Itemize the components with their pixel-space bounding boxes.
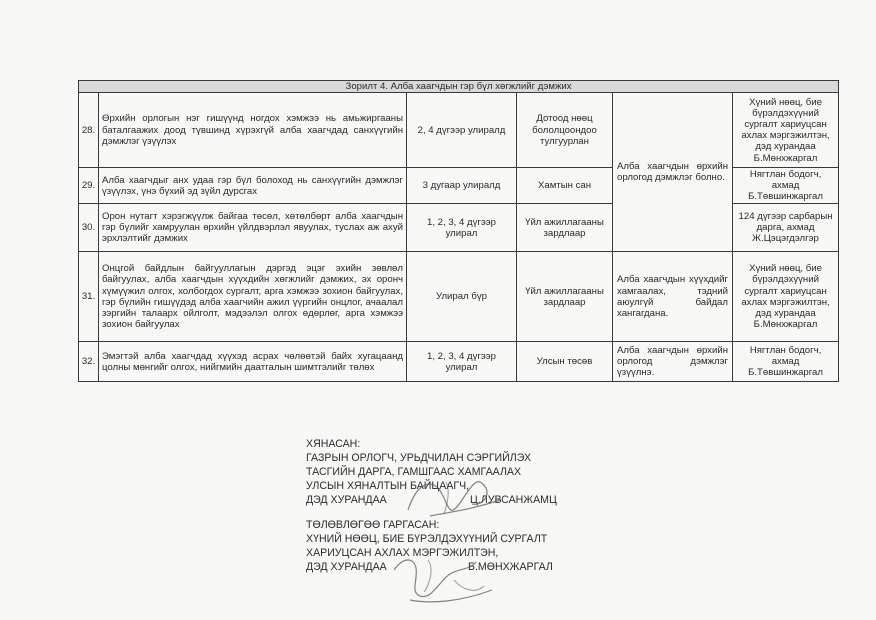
result-cell: Алба хаагчдын өрхийн орлогод дэмжлэг үзүүлнэ.: [613, 342, 733, 382]
activity-plan-table: [78, 80, 839, 382]
prepared-rank: ДЭД ХУРАНДАА: [306, 561, 387, 573]
funding-cell: Дотоод нөөц бололцоондоо тулгуурлан: [517, 93, 613, 168]
period-cell: 1, 2, 3, 4 дүгээр улирал: [407, 342, 517, 382]
section-title: Зорилт 4. Алба хаагчдын гэр бүл хөгжлийг дэмжих: [79, 81, 839, 93]
result-cell: Алба хаагчдын өрхийн орлогод дэмжлэг болно.: [613, 93, 733, 252]
row-number: 30.: [79, 204, 99, 252]
responsible-cell: Хүний нөөц, бие бүрэлдэхүүний сургалт хариуцсан ахлах мэргэжилтэн, дэд хурандаа Б.Мөнхжаргал: [733, 252, 839, 342]
funding-cell: Улсын төсөв: [517, 342, 613, 382]
section-header-row: [79, 81, 839, 93]
responsible-cell: Нягтлан бодогч, ахмад Б.Төвшинжаргал: [733, 168, 839, 204]
funding-cell: Хамтын сан: [517, 168, 613, 204]
responsible-cell: Хүний нөөц, бие бүрэлдэхүүний сургалт хариуцсан ахлах мэргэжилтэн, дэд хурандаа Б.Мөнхжаргал: [733, 93, 839, 168]
task-cell: Эмэгтэй алба хаагчдад хүүхэд асрах чөлөөтэй байх хугацаанд цолны мөнгийг олгох, нийгмийн даатгалын шимтгэлийг төлөх: [99, 342, 407, 382]
table-row: [79, 342, 839, 382]
prepared-name: Б.МӨНХЖАРГАЛ: [468, 561, 553, 573]
row-number: 29.: [79, 168, 99, 204]
prepared-position-line-2: ХАРИУЦСАН АХЛАХ МЭРГЭЖИЛТЭН,: [306, 547, 499, 559]
row-number: 32.: [79, 342, 99, 382]
reviewed-position-line-2: ТАСГИЙН ДАРГА, ГАМШГААС ХАМГААЛАХ: [306, 466, 522, 478]
result-cell: Алба хаагчдын хүүхдийг хамгаалах, тэдний аюулгүй байдал хангагдана.: [613, 252, 733, 342]
responsible-cell: Нягтлан бодогч, ахмад Б.Төвшинжаргал: [733, 342, 839, 382]
period-cell: Улирал бүр: [407, 252, 517, 342]
task-cell: Онцгой байдлын байгууллагын дэргэд эцэг эхийн зөвлөл байгуулах, алба хаагчдын хүүхдийн хөгжлийг дэмжих, эх оронч хүмүүжил олгох, холбогдох сургалт, арга хэмжээ зохион байгуулах, гэр бүлийн гишүүдэд алба хаагчийн ажил үүргийн онцлог, ачаалал зэргийн талаарх ойлголт, мэдээлэл олгох өдөрлөг, арга хэмжээ зохион байгуулах: [99, 252, 407, 342]
reviewed-rank: ДЭД ХУРАНДАА: [306, 494, 387, 506]
period-cell: 3 дугаар улиралд: [407, 168, 517, 204]
period-cell: 2, 4 дүгээр улиралд: [407, 93, 517, 168]
row-number: 28.: [79, 93, 99, 168]
task-cell: Орон нутагт хэрэгжүүлж байгаа төсөл, хөтөлбөрт алба хаагчдын гэр бүлийг хамруулан өрхийн үйлдвэрлэл явуулах, туслах аж ахуй эрхлэлтийг дэмжих: [99, 204, 407, 252]
prepared-heading: ТӨЛӨВЛӨГӨӨ ГАРГАСАН:: [306, 519, 440, 531]
reviewed-handwritten-signature: [390, 470, 510, 530]
reviewed-heading: ХЯНАСАН:: [306, 438, 361, 450]
funding-cell: Үйл ажиллагааны зардлаар: [517, 204, 613, 252]
table-row: [79, 252, 839, 342]
reviewed-position-line-3: УЛСЫН ХЯНАЛТЫН БАЙЦААГЧ,: [306, 480, 470, 492]
row-number: 31.: [79, 252, 99, 342]
period-cell: 1, 2, 3, 4 дүгээр улирал: [407, 204, 517, 252]
responsible-cell: 124 дүгээр сарбарын дарга, ахмад Ж.Цэцэгдэлгэр: [733, 204, 839, 252]
table-row: [79, 93, 839, 168]
prepared-handwritten-signature: [380, 540, 510, 610]
reviewed-position-line-1: ГАЗРЫН ОРЛОГЧ, УРЬДЧИЛАН СЭРГИЙЛЭХ: [306, 452, 532, 464]
task-cell: Алба хаагчдыг анх удаа гэр бүл болоход нь санхүүгийн дэмжлэг үзүүлэх, үнэ бүхий эд зүйл дурсгах: [99, 168, 407, 204]
task-cell: Өрхийн орлогын нэг гишүүнд ногдох хэмжээ нь амьжиргааны баталгаажих доод түвшинд хүрэхгүй алба хаагчдад санхүүгийн дэмжлэг үзүүлэх: [99, 93, 407, 168]
prepared-position-line-1: ХҮНИЙ НӨӨЦ, БИЕ БҮРЭЛДЭХҮҮНИЙ СУРГАЛТ: [306, 533, 548, 545]
funding-cell: Үйл ажиллагааны зардлаар: [517, 252, 613, 342]
reviewed-name: Ц.ЛУВСАНЖАМЦ: [470, 494, 557, 506]
